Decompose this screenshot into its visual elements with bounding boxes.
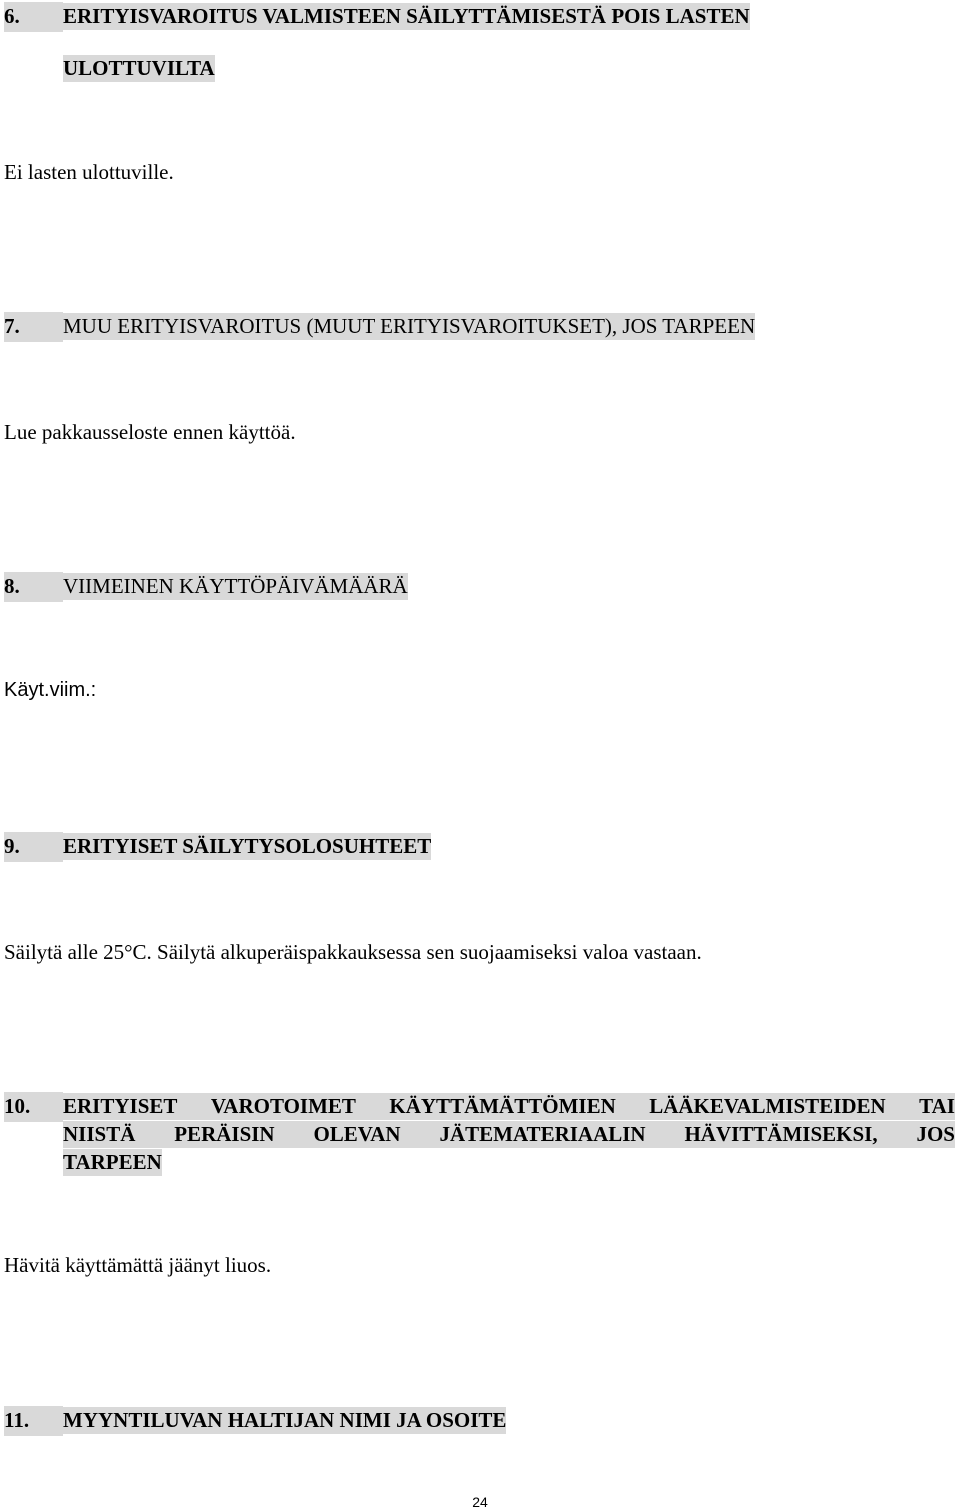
section-10-word: JÄTEMATERIAALIN — [439, 1122, 646, 1146]
section-6-title-line2: ULOTTUVILTA — [63, 56, 215, 80]
section-10-word: JOS — [916, 1122, 955, 1146]
section-7-title: MUU ERITYISVAROITUS (MUUT ERITYISVAROITUKSET), JOS TARPEEN — [63, 314, 756, 338]
section-10-word: NIISTÄ — [63, 1122, 136, 1146]
section-9-heading — [4, 833, 431, 860]
section-7-number: 7. — [4, 313, 63, 340]
section-10-word: LÄÄKEVALMISTEIDEN — [649, 1094, 886, 1118]
section-8-title: VIIMEINEN KÄYTTÖPÄIVÄMÄÄRÄ — [63, 574, 408, 598]
section-6-body: Ei lasten ulottuville. — [4, 160, 174, 184]
section-9-title: ERITYISET SÄILYTYSOLOSUHTEET — [63, 834, 432, 858]
section-8-heading — [4, 573, 408, 600]
section-10-heading — [4, 1093, 955, 1120]
section-6-title-line1: ERITYISVAROITUS VALMISTEEN SÄILYTTÄMISESTÄ POIS LASTEN — [63, 4, 750, 28]
section-10-title-line2 — [63, 1121, 955, 1148]
section-7-body: Lue pakkausseloste ennen käyttöä. — [4, 420, 296, 444]
section-7-heading — [4, 313, 755, 340]
section-10-word: OLEVAN — [313, 1122, 401, 1146]
section-10-heading-line3 — [63, 1149, 162, 1176]
section-6-number: 6. — [4, 3, 63, 30]
section-10-word: PERÄISIN — [174, 1122, 275, 1146]
section-10-body: Hävitä käyttämättä jäänyt liuos. — [4, 1253, 272, 1277]
section-11-title: MYYNTILUVAN HALTIJAN NIMI JA OSOITE — [63, 1408, 507, 1432]
page-number: 24 — [472, 1494, 488, 1510]
section-8-body: Käyt.viim.: — [4, 679, 97, 701]
section-9-number: 9. — [4, 833, 63, 860]
section-6-heading-cont — [63, 55, 215, 82]
section-10-title-line3: TARPEEN — [63, 1150, 162, 1174]
section-10-word: HÄVITTÄMISEKSI, — [684, 1122, 878, 1146]
section-10-word: KÄYTTÄMÄTTÖMIEN — [389, 1094, 616, 1118]
section-10-title-line1 — [63, 1093, 955, 1120]
section-6-heading — [4, 3, 750, 30]
section-11-number: 11. — [4, 1407, 63, 1434]
section-8-number: 8. — [4, 573, 63, 600]
section-10-word: VAROTOIMET — [210, 1094, 356, 1118]
section-9-body: Säilytä alle 25°C. Säilytä alkuperäispakkauksessa sen suojaamiseksi valoa vastaan. — [4, 940, 702, 964]
section-11-heading — [4, 1407, 506, 1434]
section-10-word: ERITYISET — [63, 1094, 178, 1118]
section-10-number: 10. — [4, 1093, 63, 1120]
section-10-heading-line2 — [63, 1121, 955, 1148]
section-10-word: TAI — [919, 1094, 955, 1118]
